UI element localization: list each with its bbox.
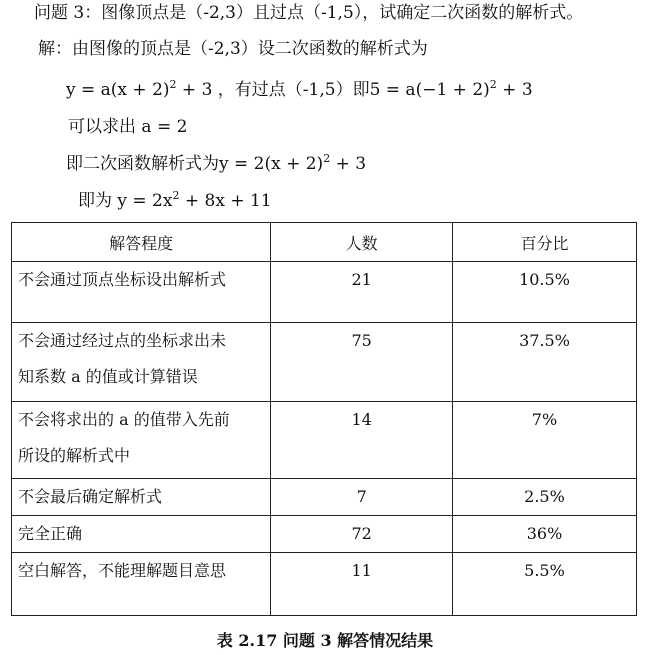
table-row [12, 323, 637, 402]
header-percent: 百分比 [452, 223, 636, 262]
row-count: 75 [271, 323, 453, 402]
exponent: 2 [323, 152, 331, 165]
table-row [12, 402, 637, 479]
table-row [12, 479, 637, 516]
row-count: 11 [271, 553, 453, 616]
header-count: 人数 [271, 223, 453, 262]
vertex-form-equation [66, 79, 533, 101]
row-description-line: 知系数 a 的值或计算错误 [18, 367, 198, 386]
exponent: 2 [172, 189, 180, 202]
row-count: 7 [271, 479, 453, 516]
row-percent: 7% [452, 402, 636, 479]
equation-part: + 3 [496, 80, 533, 100]
row-description: 空白解答，不能理解题目意思 [12, 553, 271, 616]
solve-for-a: 可以求出 a = 2 [68, 117, 188, 137]
table-header-row [12, 223, 637, 262]
row-count: 72 [271, 516, 453, 553]
row-percent: 10.5% [452, 262, 636, 323]
row-percent: 36% [452, 516, 636, 553]
problem-statement: 问题 3：图像顶点是（-2,3）且过点（-1,5），试确定二次函数的解析式。 [34, 3, 584, 23]
equation-part: + 8x + 11 [179, 191, 272, 211]
row-description-line: 不会通过经过点的坐标求出未 [18, 331, 227, 350]
equation-part: y = a(x + 2) [66, 80, 170, 100]
table-row [12, 262, 637, 323]
row-description [12, 402, 271, 479]
equation-part: + 3 ，有过点（-1,5）即5 = a(−1 + 2) [176, 80, 490, 100]
row-count: 21 [271, 262, 453, 323]
function-expression [66, 153, 366, 175]
results-table [11, 222, 637, 616]
expanded-expression [78, 190, 272, 212]
table-row [12, 516, 637, 553]
exponent: 2 [489, 78, 497, 91]
header-level: 解答程度 [12, 223, 271, 262]
equation-part: 即为 y = 2x [78, 191, 173, 211]
row-description-line: 所设的解析式中 [18, 446, 131, 465]
row-percent: 2.5% [452, 479, 636, 516]
row-description: 不会最后确定解析式 [12, 479, 271, 516]
row-description: 完全正确 [12, 516, 271, 553]
row-description-line: 不会将求出的 a 的值带入先前 [18, 410, 230, 429]
equation-part: + 3 [330, 154, 367, 174]
table-row [12, 553, 637, 616]
row-percent: 37.5% [452, 323, 636, 402]
row-description: 不会通过顶点坐标设出解析式 [12, 262, 271, 323]
solution-intro: 解：由图像的顶点是（-2,3）设二次函数的解析式为 [38, 39, 428, 59]
row-count: 14 [271, 402, 453, 479]
table-caption: 表 2.17 问题 3 解答情况结果 [216, 631, 434, 650]
row-percent: 5.5% [452, 553, 636, 616]
equation-part: 即二次函数解析式为y = 2(x + 2) [66, 154, 324, 174]
exponent: 2 [169, 78, 177, 91]
row-description [12, 323, 271, 402]
